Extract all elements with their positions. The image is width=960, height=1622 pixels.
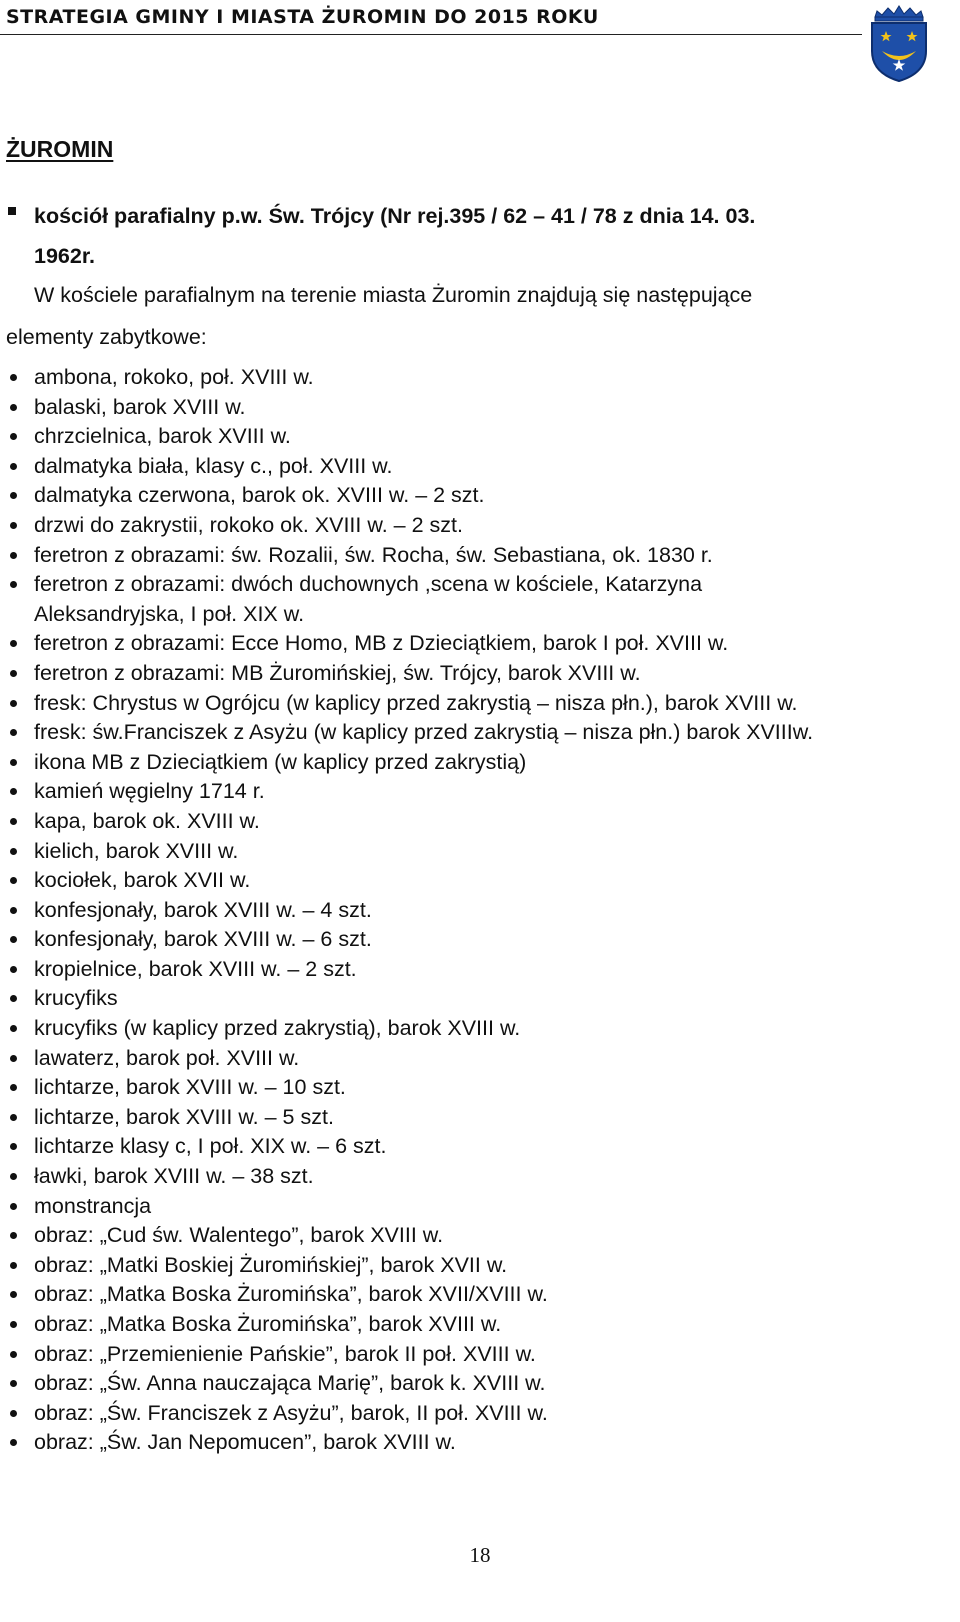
church-entry-line-2: 1962r. (34, 244, 95, 268)
list-item-text: konfesjonały, barok XVIII w. – 4 szt. (34, 897, 372, 922)
list-item-text: obraz: „Przemienienie Pańskie”, barok II poł. XVIII w. (34, 1341, 536, 1366)
list-item (6, 363, 956, 393)
church-entry (6, 196, 956, 276)
list-item (6, 955, 956, 985)
bullet-icon (10, 700, 17, 707)
list-item (6, 481, 956, 511)
list-item (6, 511, 956, 541)
list-item-text: fresk: św.Franciszek z Asyżu (w kaplicy przed zakrystią – nisza płn.) barok XVIIIw. (34, 720, 814, 745)
list-item-text: krucyfiks (w kaplicy przed zakrystią), barok XVIII w. (34, 1016, 521, 1041)
list-item (6, 866, 956, 896)
bullet-icon (10, 729, 17, 736)
bullet-icon (10, 552, 17, 559)
list-item-text: feretron z obrazami: MB Żuromińskiej, św. Trójcy, barok XVIII w. (34, 660, 641, 685)
list-item-text: lichtarze klasy c, I poł. XIX w. – 6 szt. (34, 1134, 387, 1159)
list-item-text: obraz: „Matka Boska Żuromińska”, barok XVIII w. (34, 1312, 502, 1336)
list-item (6, 659, 956, 689)
list-item (6, 422, 956, 452)
list-item-text: lichtarze, barok XVIII w. – 10 szt. (34, 1075, 346, 1100)
list-item-text: monstrancja (34, 1193, 152, 1218)
bullet-icon (10, 1380, 17, 1387)
list-item-text: balaski, barok XVIII w. (34, 394, 246, 419)
list-item-text: obraz: „Matka Boska Żuromińska”, barok XVII/XVIII w. (34, 1282, 548, 1307)
bullet-icon (10, 1143, 17, 1150)
bullet-icon (10, 1203, 17, 1210)
list-item-text: ławki, barok XVIII w. – 38 szt. (34, 1164, 314, 1189)
list-item-text: kapa, barok ok. XVIII w. (34, 808, 260, 833)
list-item (6, 896, 956, 926)
document-header-title: STRATEGIA GMINY I MIASTA ŻUROMIN DO 2015 ROKU (6, 6, 599, 28)
list-item (6, 1014, 956, 1044)
bullet-icon (10, 522, 17, 529)
list-item (6, 570, 956, 629)
bullet-icon (10, 759, 17, 766)
list-item (6, 541, 956, 571)
bullet-icon (10, 1351, 17, 1358)
list-item-text: lichtarze, barok XVIII w. – 5 szt. (34, 1104, 334, 1129)
list-item (6, 1192, 956, 1222)
list-item (6, 1251, 956, 1281)
list-item-text: chrzcielnica, barok XVIII w. (34, 424, 291, 449)
list-item (6, 629, 956, 659)
bullet-icon (10, 1439, 17, 1446)
bullet-icon (10, 995, 17, 1002)
bullet-icon (10, 404, 17, 411)
bullet-icon (10, 818, 17, 825)
list-item (6, 1044, 956, 1074)
bullet-icon (10, 492, 17, 499)
bullet-icon (10, 581, 17, 588)
list-item-text: krucyfiks (34, 986, 118, 1011)
list-item-text: konfesjonały, barok XVIII w. – 6 szt. (34, 927, 372, 952)
list-item (6, 807, 956, 837)
town-coat-of-arms-icon (866, 3, 932, 83)
bullet-icon (10, 1084, 17, 1091)
section-heading: ŻUROMIN (6, 136, 114, 162)
list-item (6, 925, 956, 955)
list-item-text: fresk: Chrystus w Ogrójcu (w kaplicy przed zakrystią – nisza płn.), barok XVIII w. (34, 690, 798, 715)
list-item-text: kropielnice, barok XVIII w. – 2 szt. (34, 956, 357, 981)
bullet-icon (10, 1410, 17, 1417)
intro-paragraph (6, 274, 956, 358)
bullet-icon (10, 848, 17, 855)
list-item (6, 837, 956, 867)
list-item-text: dalmatyka biała, klasy c., poł. XVIII w. (34, 453, 393, 478)
bullet-icon (10, 1262, 17, 1269)
list-item (6, 689, 956, 719)
bullet-icon (10, 463, 17, 470)
bullet-icon (10, 907, 17, 914)
bullet-icon (10, 1114, 17, 1121)
bullet-icon (10, 433, 17, 440)
list-item-text: drzwi do zakrystii, rokoko ok. XVIII w. – 2 szt. (34, 512, 463, 537)
bullet-icon (10, 1025, 17, 1032)
bullet-icon (10, 788, 17, 795)
list-item-text: kamień węgielny 1714 r. (34, 779, 265, 804)
list-item-text: obraz: „Św. Anna nauczająca Marię”, barok k. XVIII w. (34, 1371, 546, 1396)
list-item-text: ambona, rokoko, poł. XVIII w. (34, 365, 314, 389)
list-item (6, 718, 956, 748)
list-item (6, 1132, 956, 1162)
list-item-text: dalmatyka czerwona, barok ok. XVIII w. – 2 szt. (34, 483, 485, 508)
list-item-text: obraz: „Św. Jan Nepomucen”, barok XVIII w. (34, 1430, 456, 1455)
bullet-icon (10, 877, 17, 884)
intro-line-1: W kościele parafialnym na terenie miasta Żuromin znajdują się następujące (34, 283, 753, 307)
list-item-text: kociołek, barok XVII w. (34, 868, 251, 893)
list-item (6, 1280, 956, 1310)
list-item (6, 1399, 956, 1429)
bullet-icon (10, 1055, 17, 1062)
list-item (6, 1369, 956, 1399)
list-item (6, 984, 956, 1014)
list-item-text: ikona MB z Dzieciątkiem (w kaplicy przed zakrystią) (34, 749, 527, 774)
list-item (6, 1340, 956, 1370)
heritage-items-list (6, 363, 956, 1458)
bullet-icon (10, 1232, 17, 1239)
page-number: 18 (469, 1543, 491, 1567)
header-divider (0, 34, 862, 35)
bullet-icon (10, 1291, 17, 1298)
bullet-icon (10, 640, 17, 647)
list-item (6, 1103, 956, 1133)
list-item-text: feretron z obrazami: Ecce Homo, MB z Dzieciątkiem, barok I poł. XVIII w. (34, 631, 729, 656)
list-item-text: obraz: „Matki Boskiej Żuromińskiej”, barok XVII w. (34, 1252, 508, 1277)
list-item (6, 1428, 956, 1458)
list-item (6, 748, 956, 778)
list-item (6, 1073, 956, 1103)
bullet-icon (10, 936, 17, 943)
bullet-icon (10, 374, 17, 381)
list-item (6, 1310, 956, 1340)
list-item (6, 777, 956, 807)
church-entry-line-1: kościół parafialny p.w. Św. Trójcy (Nr rej.395 / 62 – 41 / 78 z dnia 14. 03. (34, 204, 756, 228)
list-item (6, 1162, 956, 1192)
list-item-text: lawaterz, barok poł. XVIII w. (34, 1045, 300, 1070)
list-item-text: obraz: „Św. Franciszek z Asyżu”, barok, II poł. XVIII w. (34, 1400, 548, 1425)
square-bullet-icon (8, 207, 16, 215)
list-item-text: feretron z obrazami: św. Rozalii, św. Rocha, św. Sebastiana, ok. 1830 r. (34, 542, 713, 567)
bullet-icon (10, 966, 17, 973)
bullet-icon (10, 1321, 17, 1328)
bullet-icon (10, 670, 17, 677)
list-item-text: obraz: „Cud św. Walentego”, barok XVIII w. (34, 1223, 444, 1248)
list-item (6, 452, 956, 482)
list-item-text: feretron z obrazami: dwóch duchownych ,scena w kościele, Katarzyna Aleksandryjska, I poł. XIX w. (34, 572, 703, 626)
list-item (6, 1221, 956, 1251)
list-item-text: kielich, barok XVIII w. (34, 838, 239, 863)
intro-line-2: elementy zabytkowe: (6, 325, 207, 349)
bullet-icon (10, 1173, 17, 1180)
list-item (6, 393, 956, 423)
